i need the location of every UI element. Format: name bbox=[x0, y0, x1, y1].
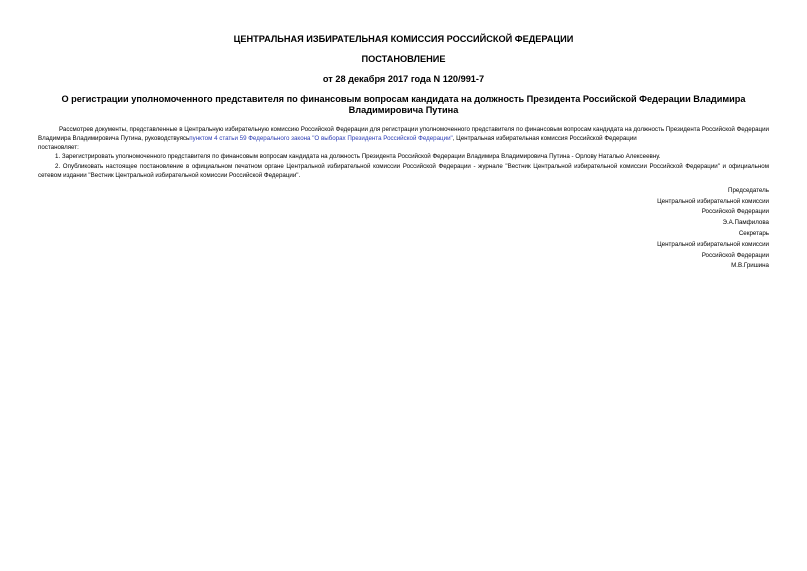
intro-text-before-link: Рассмотрев документы, представленные в Центральную избирательную комиссию Российской Федерации для регистрации уполномоченного представителя по финансовым вопросам кандидата на должность Президента Российской Федерации Владимира Владимировича Путина, руководствуясь bbox=[38, 126, 769, 142]
secretary-country-line: Российской Федерации bbox=[701, 251, 769, 259]
document-date-number: от 28 декабря 2017 года N 120/991-7 bbox=[322, 74, 485, 84]
resolution-item-2: 2. Опубликовать настоящее постановление в официальном печатном органе Центральной избирательной комиссии Российской Федерации - журнале "Вестник Центральной избирательной комиссии Российской Федерации" и официальном сетевом издании "Вестник Центральной избирательной комиссии Российской Федерации". bbox=[38, 163, 769, 179]
intro-text-after-link: , Центральная избирательная комиссия Российской Федерации bbox=[452, 134, 637, 142]
signature-block bbox=[38, 186, 769, 272]
resolves-label: постановляет: bbox=[38, 143, 79, 151]
intro-paragraph bbox=[38, 126, 769, 144]
chair-position: Председатель bbox=[728, 186, 769, 194]
secretary-org-line: Центральной избирательной комиссии bbox=[657, 240, 769, 248]
secretary-name: М.В.Гришина bbox=[731, 262, 769, 270]
law-reference-link[interactable]: пунктом 4 статьи 59 Федерального закона "О выборах Президента Российской Федерации" bbox=[189, 134, 453, 142]
chair-name: Э.А.Памфилова bbox=[722, 219, 769, 227]
chair-org-line: Центральной избирательной комиссии bbox=[657, 197, 769, 205]
document-type-heading: ПОСТАНОВЛЕНИЕ bbox=[361, 54, 446, 64]
document-page bbox=[38, 34, 769, 272]
chair-country-line: Российской Федерации bbox=[701, 208, 769, 216]
secretary-position: Секретарь bbox=[738, 229, 769, 237]
document-title: О регистрации уполномоченного представителя по финансовым вопросам кандидата на должность Президента Российской Федерации Владимира Владимировича Путина bbox=[61, 94, 746, 115]
organization-heading: ЦЕНТРАЛЬНАЯ ИЗБИРАТЕЛЬНАЯ КОМИССИЯ РОССИЙСКОЙ ФЕДЕРАЦИИ bbox=[233, 34, 574, 44]
resolution-item-1: 1. Зарегистрировать уполномоченного представителя по финансовым вопросам кандидата на должность Президента Российской Федерации Владимира Владимировича Путина - Орлову Наталью Алексеевну. bbox=[55, 152, 661, 160]
